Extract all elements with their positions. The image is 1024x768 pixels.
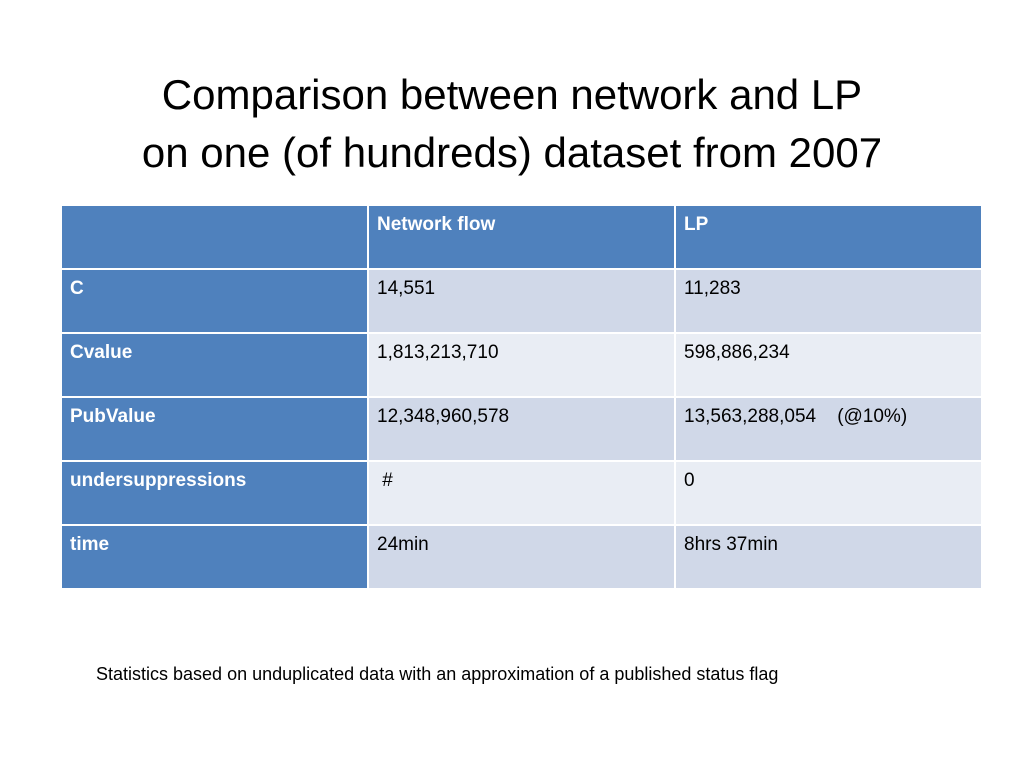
table-row bbox=[61, 397, 982, 461]
header-cell-lp: LP bbox=[675, 205, 982, 269]
lp-cell: 11,283 bbox=[675, 269, 982, 333]
slide-title-line-1: Comparison between network and LP bbox=[161, 71, 863, 119]
lp-cell: 13,563,288,054 (@10%) bbox=[675, 397, 982, 461]
table-row bbox=[61, 269, 982, 333]
network-flow-cell: # bbox=[368, 461, 675, 525]
footnote: Statistics based on unduplicated data with an approximation of a published status flag bbox=[96, 664, 779, 684]
row-label: Cvalue bbox=[61, 333, 368, 397]
table-row bbox=[61, 333, 982, 397]
slide-title bbox=[40, 66, 984, 182]
header-cell-empty bbox=[61, 205, 368, 269]
row-label: PubValue bbox=[61, 397, 368, 461]
table-row bbox=[61, 461, 982, 525]
network-flow-cell: 14,551 bbox=[368, 269, 675, 333]
lp-cell: 0 bbox=[675, 461, 982, 525]
header-cell-network-flow: Network flow bbox=[368, 205, 675, 269]
network-flow-cell: 12,348,960,578 bbox=[368, 397, 675, 461]
table-header-row bbox=[61, 205, 982, 269]
network-flow-cell: 1,813,213,710 bbox=[368, 333, 675, 397]
row-label: undersuppressions bbox=[61, 461, 368, 525]
table-row bbox=[61, 525, 982, 589]
row-label: time bbox=[61, 525, 368, 589]
comparison-table bbox=[60, 204, 983, 590]
network-flow-cell: 24min bbox=[368, 525, 675, 589]
lp-cell: 598,886,234 bbox=[675, 333, 982, 397]
slide-title-line-2: on one (of hundreds) dataset from 2007 bbox=[141, 129, 883, 177]
row-label: C bbox=[61, 269, 368, 333]
lp-cell: 8hrs 37min bbox=[675, 525, 982, 589]
